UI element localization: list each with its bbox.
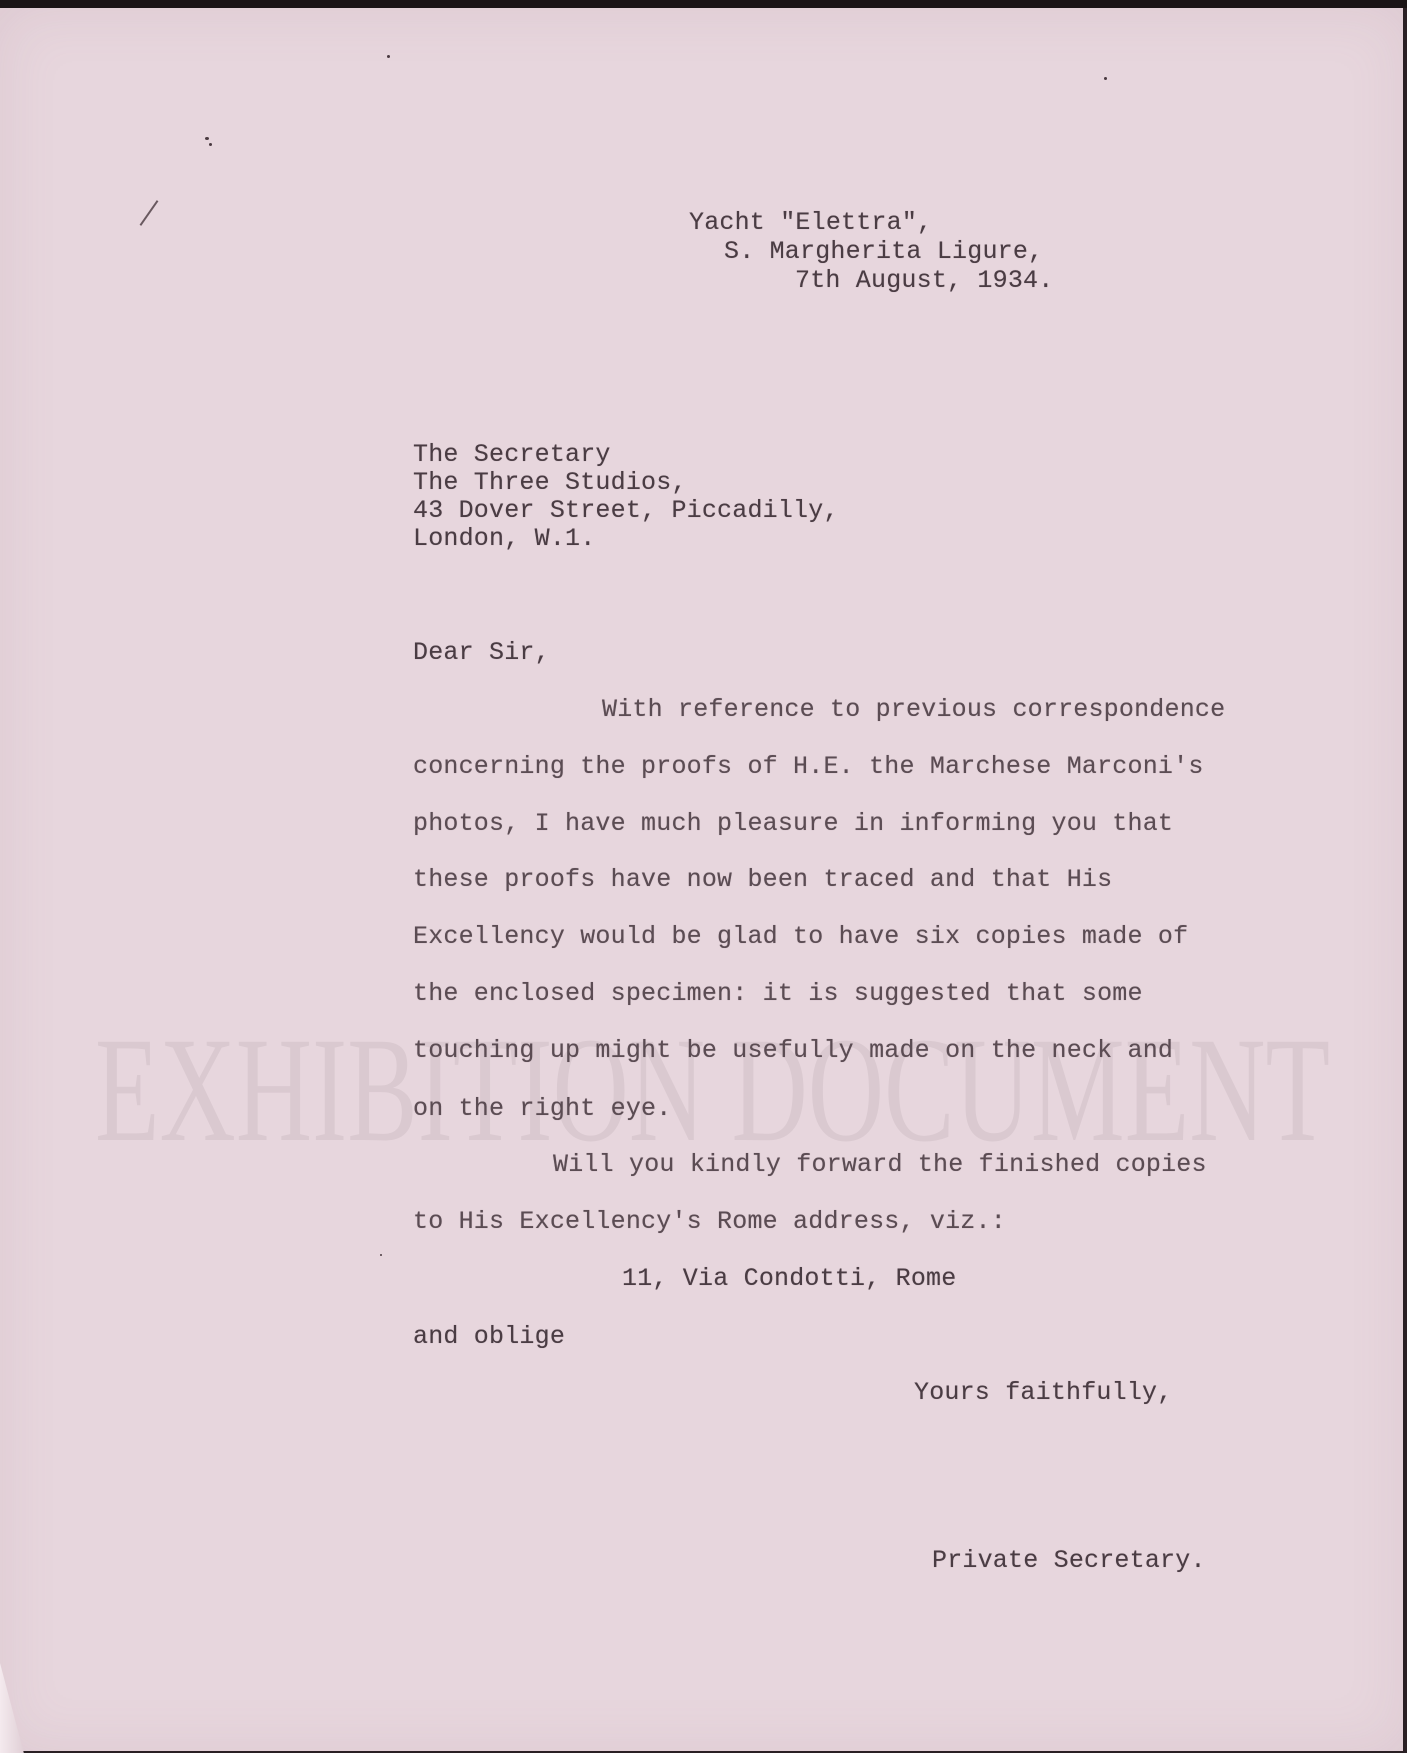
body-line: photos, I have much pleasure in informing you that	[413, 809, 1174, 838]
body-line: concerning the proofs of H.E. the Marchese Marconi's	[413, 752, 1204, 781]
salutation: Dear Sir,	[413, 638, 550, 667]
body-line: these proofs have now been traced and that His	[413, 865, 1113, 894]
signature-title: Private Secretary.	[932, 1546, 1206, 1575]
watermark-text: EXHIBITION DOCUMENT	[95, 1020, 1330, 1170]
ink-speck	[1104, 77, 1107, 80]
recipient-line-city: London, W.1.	[413, 524, 596, 553]
ink-speck	[380, 1254, 382, 1256]
body-line: touching up might be usefully made on the neck and	[413, 1036, 1174, 1065]
ink-speck	[209, 143, 212, 146]
header-line-yacht: Yacht "Elettra",	[689, 208, 933, 237]
body-line: to His Excellency's Rome address, viz.:	[413, 1207, 1006, 1236]
header-line-date: 7th August, 1934.	[795, 266, 1054, 295]
recipient-line-company: The Three Studios,	[413, 468, 687, 497]
recipient-line-title: The Secretary	[413, 440, 611, 469]
complimentary-close: Yours faithfully,	[914, 1378, 1173, 1407]
scan-edge-right	[1403, 8, 1407, 1753]
header-line-location: S. Margherita Ligure,	[724, 237, 1044, 266]
body-line: the enclosed specimen: it is suggested that some	[413, 979, 1143, 1008]
ink-speck	[387, 55, 390, 58]
recipient-line-street: 43 Dover Street, Piccadilly,	[413, 496, 839, 525]
body-line: on the right eye.	[413, 1094, 672, 1123]
body-line: With reference to previous correspondence	[602, 695, 1226, 724]
body-line: Excellency would be glad to have six copies made of	[413, 922, 1189, 951]
body-line: and oblige	[413, 1322, 566, 1351]
body-line: Will you kindly forward the finished copies	[553, 1150, 1207, 1179]
ink-speck	[205, 137, 209, 140]
rome-address: 11, Via Condotti, Rome	[622, 1264, 957, 1293]
